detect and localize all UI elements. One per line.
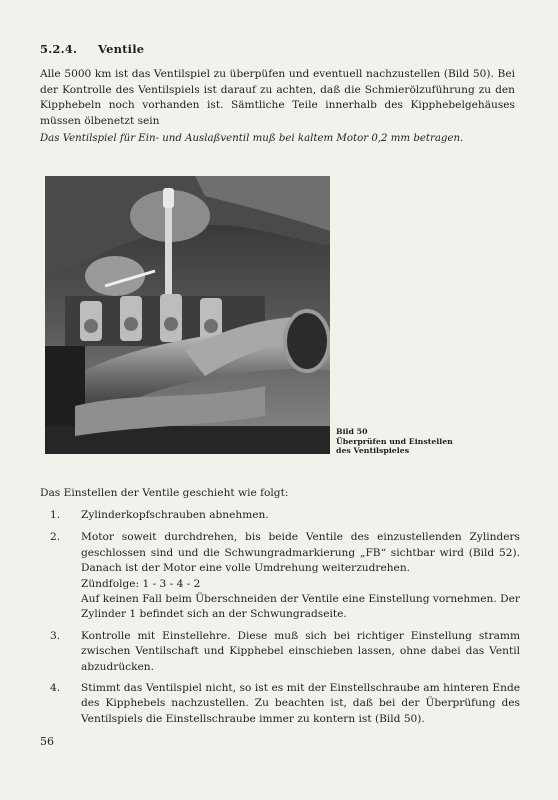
caption-number: Bild 50	[336, 427, 368, 436]
steps-intro: Das Einstellen der Ventile geschieht wie folgt:	[40, 487, 289, 499]
list-item	[40, 530, 520, 622]
step-number: 1.	[50, 509, 61, 521]
step-number: 4.	[50, 682, 61, 695]
list-item	[40, 629, 520, 675]
section-heading	[40, 42, 144, 56]
step-text: Motor soweit durchdrehen, bis beide Ventile des einzustellenden Zylinders geschlossen sind und die Schwungradmarkierung „FB“ sichtbar wird (Bild 52). Danach ist der Motor eine volle Umdrehung weiterzudrehen.	[81, 531, 520, 575]
caption-line-2: des Ventilspieles	[336, 446, 410, 455]
firing-order: Zündfolge: 1 - 3 - 4 - 2	[81, 577, 201, 590]
step-warning: Auf keinen Fall beim Überschneiden der Ventile eine Einstellung vornehmen. Der Zylinder 1 befindet sich an der Schwungradseite.	[81, 593, 520, 621]
valve-clearance-note: Das Ventilspiel für Ein- und Auslaßventil muß bei kaltem Motor 0,2 mm betragen.	[40, 133, 464, 144]
caption-line-1: Überprüfen und Einstellen	[336, 436, 453, 446]
figure-caption	[336, 427, 486, 456]
step-number: 3.	[50, 629, 61, 642]
list-item	[40, 681, 520, 727]
intro-paragraph: Alle 5000 km ist das Ventilspiel zu überpüfen und eventuell nachzustellen (Bild 50). Bei der Kontrolle des Ventilspiels ist darauf zu achten, daß die Schmierölzuführung zu den Kipphebeln noch vorhanden ist. Sämtliche Teile innerhalb des Kipphebelgehäuses müssen ölbenetzt sein	[40, 68, 515, 127]
step-text: Zylinderkopfschrauben abnehmen.	[81, 509, 269, 521]
section-number: 5.2.4.	[40, 42, 78, 56]
page-number: 56	[40, 735, 54, 748]
step-text: Kontrolle mit Einstellehre. Diese muß sich bei richtiger Einstellung stramm zwischen Ventilschaft und Kipphebel einschieben lassen, ohne dabei das Ventil abzudrücken.	[81, 629, 520, 673]
step-text: Stimmt das Ventilspiel nicht, so ist es mit der Einstellschraube am hinteren Ende des Kipphebels nachzustellen. Zu beachten ist, daß bei der Überprüfung des Ventilspiels die Einstellschraube immer zu kontern ist (Bild 50).	[81, 682, 520, 725]
steps-list	[40, 508, 520, 727]
list-item	[40, 508, 520, 523]
engine-photo	[45, 176, 330, 454]
section-title: Ventile	[98, 42, 145, 56]
step-number: 2.	[50, 531, 61, 544]
